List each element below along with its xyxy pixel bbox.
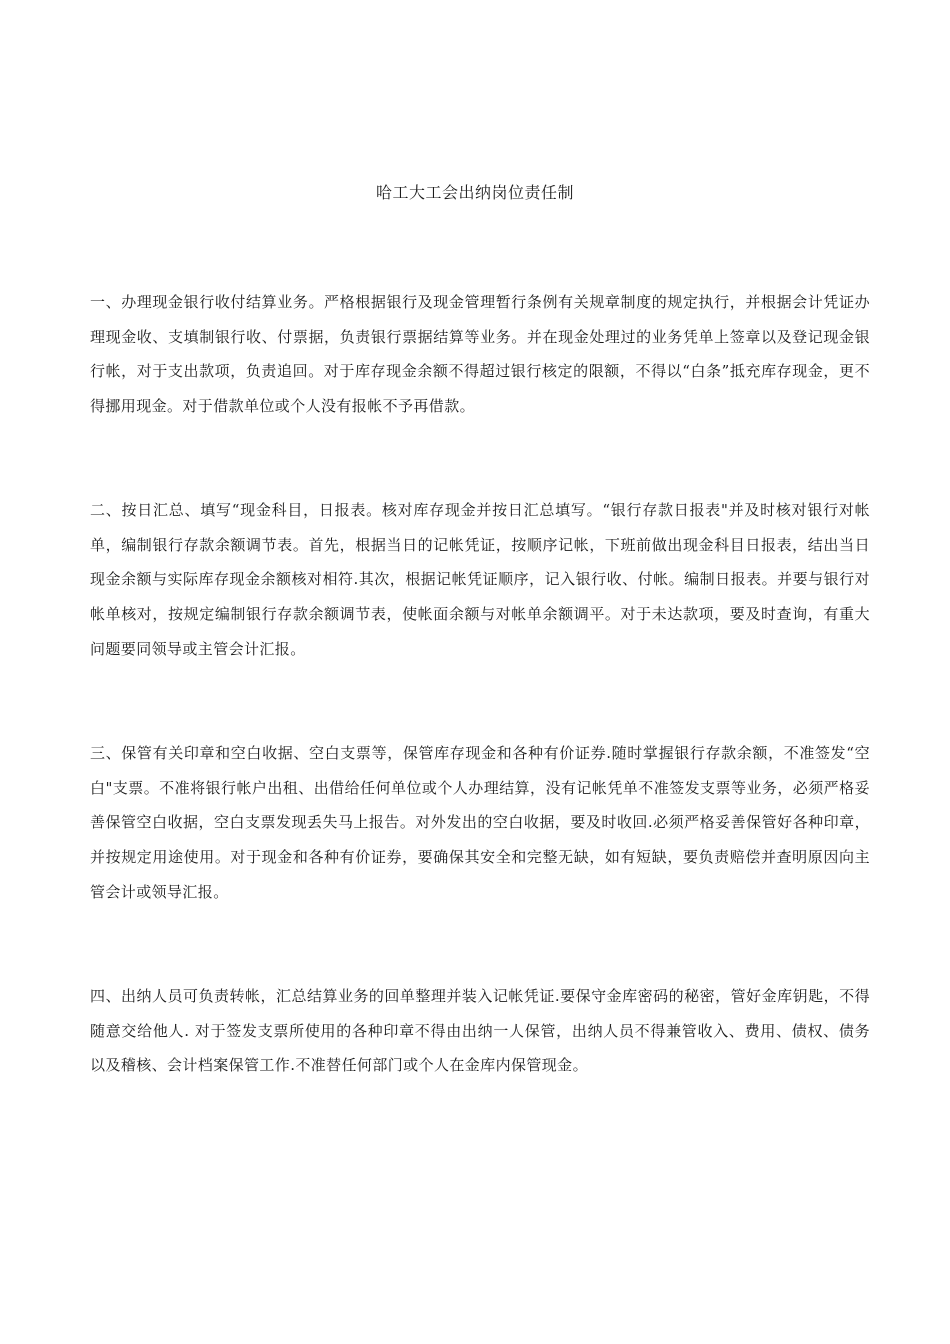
paragraph-4: 四、出纳人员可负责转帐，汇总结算业务的回单整理并装入记帐凭证.要保守金库密码的秘密，管好金库钥匙，不得随意交给他人. 对于签发支票所使用的各种印章不得由出纳一人保管，出纳人员不得兼管收入、费用、债权、债务以及稽核、会计档案保管工作.不准替任何部门或个人在金库内保管现金。 [90,987,870,1075]
paragraph-2: 二、按日汇总、填写“现金科目，日报表。核对库存现金并按日汇总填写。“银行存款日报表"并及时核对银行对帐单，编制银行存款余额调节表。首先，根据当日的记帐凭证，按顺序记帐，下班前做出现金科目日报表，结出当日现金余额与实际库存现金余额核对相符.其次，根据记帐凭证顺序，记入银行收、付帐。编制日报表。并要与银行对帐单核对，按规定编制银行存款余额调节表，使帐面余额与对帐单余额调平。对于未达款项，要及时查询，有重大问题要同领导或主管会计汇报。 [90,501,870,658]
paragraph-3: 三、保管有关印章和空白收据、空白支票等，保管库存现金和各种有价证券.随时掌握银行存款余额，不准签发“空白"支票。不准将银行帐户出租、出借给任何单位或个人办理结算，没有记帐凭单不准签发支票等业务，必须严格妥善保管空白收据，空白支票发现丢失马上报告。对外发出的空白收据，要及时收回.必须严格妥善保管好各种印章，并按规定用途使用。对于现金和各种有价证券，要确保其安全和完整无缺，如有短缺，要负责赔偿并查明原因向主管会计或领导汇报。 [90,744,870,901]
document-title: 哈工大工会出纳岗位责任制 [375,183,574,202]
paragraph-1: 一、办理现金银行收付结算业务。严格根据银行及现金管理暂行条例有关规章制度的规定执行，并根据会计凭证办理现金收、支填制银行收、付票据，负责银行票据结算等业务。并在现金处理过的业务凭单上签章以及登记现金银行帐，对于支出款项，负责追回。对于库存现金余额不得超过银行核定的限额，不得以“白条”抵充库存现金，更不得挪用现金。对于借款单位或个人没有报帐不予再借款。 [90,293,870,416]
